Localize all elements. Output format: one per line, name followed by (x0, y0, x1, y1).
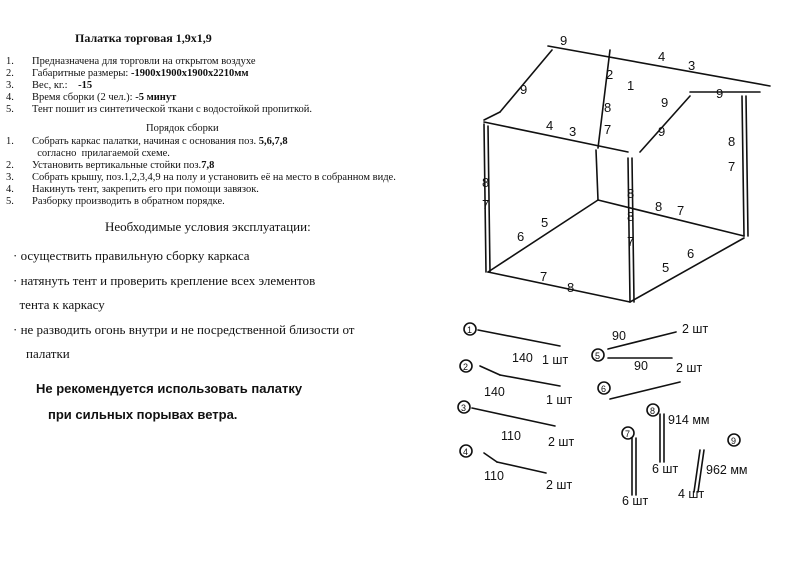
frame-label-7f: 7 (540, 269, 548, 284)
tube-roof-left-lower (484, 112, 500, 120)
frame-label-4a: 4 (658, 49, 666, 64)
frame-label-6a: 6 (517, 229, 525, 244)
frame-label-8d: 8 (627, 186, 635, 201)
part-3-qty: 2 шт (548, 435, 575, 449)
condition-2-cont: тента к каркасу (13, 297, 105, 312)
condition-3-cont: палатки (13, 346, 70, 361)
part-9-length: 962 мм (706, 463, 748, 477)
step-1-cont: согласно прилагаемой схеме. (32, 148, 170, 160)
condition-1: · осуществить правильную сборку каркаса (13, 248, 250, 263)
condition-2: · натянуть тент и проверить крепление всех элементов (13, 272, 316, 288)
part-2-angle: 140 (484, 385, 505, 399)
tube-base-left (488, 200, 598, 272)
part-2-id: 2 (463, 362, 469, 372)
frame-label-8b: 8 (728, 134, 736, 149)
part-3-tube (472, 408, 555, 426)
spec-item-3: 3. Вес, кг.: -15 (6, 80, 93, 91)
frame-label-5b: 5 (662, 260, 670, 275)
step-2: 2. Установить вертикальные стойки поз.7,8 (6, 160, 215, 172)
frame-label-8a: 8 (604, 100, 612, 115)
part-4-id: 4 (463, 447, 469, 457)
frame-label-7c: 7 (482, 197, 490, 212)
part-1-tube (478, 330, 560, 346)
part-6-tube (610, 382, 680, 399)
part-4-qty: 2 шт (546, 478, 573, 492)
warning-line-1: Не рекомендуется использовать палатку (36, 381, 303, 396)
step-4: 4. Накинуть тент, закрепить его при помощи завязок. (6, 184, 259, 196)
part-9-qty: 4 шт (678, 487, 705, 501)
step-5: 5. Разборку производить в обратном порядке. (6, 196, 225, 208)
condition-3: · не разводить огонь внутри и не посредственной близости от (13, 321, 355, 337)
frame-label-6b: 6 (687, 246, 695, 261)
part-8-length: 914 мм (668, 413, 710, 427)
frame-label-3b: 3 (569, 124, 577, 139)
frame-label-7b: 7 (728, 159, 736, 174)
part-8-id: 8 (650, 406, 656, 416)
part-1-angle: 140 (512, 351, 533, 365)
frame-label-9c: 9 (716, 86, 724, 101)
part-5-id: 5 (595, 351, 601, 361)
part-4-tube-b (497, 462, 546, 473)
part-1-qty: 1 шт (542, 353, 569, 367)
frame-label-7a: 7 (604, 122, 612, 137)
part-4-tube-a (484, 453, 497, 462)
step-1: 1. Собрать каркас палатки, начиная с основания поз. 5,6,7,8 (6, 136, 288, 147)
tube-roof-left-upper (500, 50, 552, 112)
frame-label-7e: 7 (627, 234, 635, 249)
part-6-id: 6 (601, 384, 607, 394)
part-5-qty-b: 2 шт (676, 361, 703, 375)
part-3-angle: 110 (501, 429, 521, 443)
frame-label-9d: 9 (661, 95, 669, 110)
frame-label-8e: 8 (655, 199, 663, 214)
frame-label-9a: 9 (560, 33, 568, 48)
frame-label-3a: 3 (688, 58, 696, 73)
tube-post-back-right-b (746, 96, 748, 236)
part-8-qty: 6 шт (652, 462, 679, 476)
assembly-heading: Порядок сборки (146, 123, 219, 134)
tube-base-back (598, 200, 744, 236)
tube-post-back-right (742, 96, 744, 236)
part-7-qty: 6 шт (622, 494, 649, 508)
part-1-id: 1 (467, 325, 473, 335)
frame-label-9b: 9 (520, 82, 528, 97)
tube-post-front-right-b (632, 158, 634, 302)
frame-label-8f: 8 (627, 209, 635, 224)
spec-item-5: 5. Тент пошит из синтетической ткани с водостойкой пропиткой. (6, 104, 313, 115)
frame-label-9e: 9 (658, 124, 666, 139)
part-5-angle-b: 90 (634, 359, 648, 373)
part-4-angle: 110 (484, 469, 504, 483)
part-2-tube-b (500, 375, 560, 386)
part-3-id: 3 (461, 403, 467, 413)
warning-line-2: при сильных порывах ветра. (48, 407, 238, 422)
frame-label-1: 1 (627, 78, 635, 93)
tube-post-mid (596, 150, 598, 200)
frame-label-8g: 8 (567, 280, 575, 295)
frame-label-5a: 5 (541, 215, 549, 230)
conditions-heading: Необходимые условия эксплуатации: (105, 219, 311, 234)
part-2-qty: 1 шт (546, 393, 573, 407)
step-3: 3. Собрать крышу, поз.1,2,3,4,9 на полу и установить её на место в собранном виде. (6, 172, 396, 184)
part-7-id: 7 (625, 429, 631, 439)
tube-post-front-right (628, 158, 630, 302)
frame-label-4b: 4 (546, 118, 554, 133)
document-title: Палатка торговая 1,9х1,9 (75, 31, 212, 45)
part-5-qty-a: 2 шт (682, 322, 709, 336)
spec-item-1: 1. Предназначена для торговли на открытом воздухе (6, 56, 256, 67)
frame-label-7d: 7 (677, 203, 685, 218)
part-2-tube-a (480, 366, 500, 375)
frame-label-2: 2 (606, 67, 614, 82)
tube-base-front (488, 272, 630, 302)
spec-item-4: 4. Время сборки (2 чел.): -5 минут (6, 92, 177, 103)
part-9-id: 9 (731, 436, 737, 446)
part-5-angle-a: 90 (612, 329, 626, 343)
frame-label-8c: 8 (482, 175, 490, 190)
spec-item-2: 2. Габаритные размеры: -1900х1900х1900х2210мм (6, 68, 249, 79)
